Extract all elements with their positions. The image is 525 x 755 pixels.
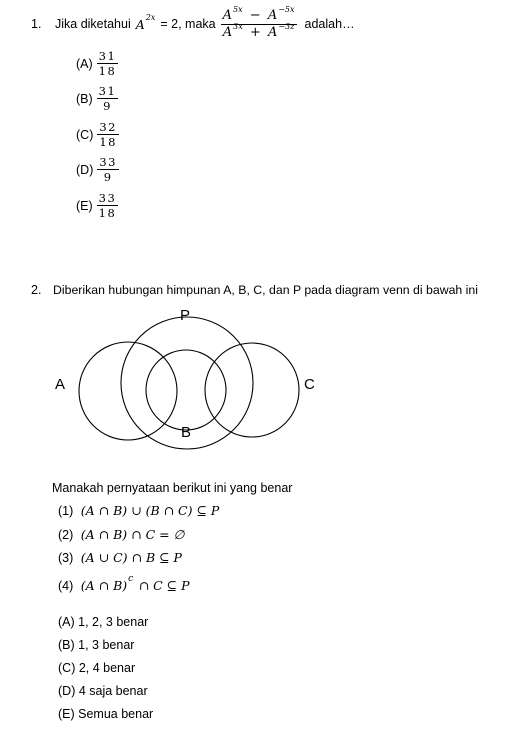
- venn-diagram: [0, 296, 525, 476]
- q2-option-e[interactable]: (E) Semua benar: [58, 707, 154, 721]
- set-a-circle: [79, 342, 177, 440]
- question-2-prompt: Manakah pernyataan berikut ini yang benar: [52, 481, 293, 495]
- given-rhs: = 2, maka: [160, 17, 216, 31]
- option-label: (B): [76, 91, 93, 106]
- given-exponent: 2x: [145, 12, 156, 22]
- num-term-b: A: [267, 7, 278, 23]
- den-term-a: A: [222, 24, 233, 40]
- den-term-b: A: [267, 24, 278, 40]
- statement-expression-rest: ∩ C ⊆ P: [138, 578, 190, 593]
- statement-expression: (A ∩ B): [80, 578, 128, 593]
- given-base: A: [135, 16, 145, 32]
- statement-label: (1): [58, 504, 74, 518]
- main-expression-denominator: [221, 21, 297, 40]
- option-fraction: $\frac{31}{18}$: [98, 49, 117, 79]
- num-operator: −: [249, 7, 261, 23]
- statement-label: (3): [58, 551, 74, 565]
- question-1-stem: [55, 4, 355, 44]
- den-term-a-exp: 3x: [233, 21, 243, 31]
- statement-3: [58, 550, 182, 565]
- num-term-b-exp: −5x: [278, 4, 295, 14]
- option-e[interactable]: [76, 192, 118, 219]
- label-b: B: [181, 424, 192, 441]
- statement-4: [58, 574, 190, 593]
- q2-option-d[interactable]: (D) 4 saja benar: [58, 684, 148, 698]
- option-label: (C): [76, 127, 94, 142]
- statement-expression: (A ∩ B) ∪ (B ∩ C) ⊆ P: [80, 503, 220, 518]
- label-a: A: [55, 376, 66, 393]
- option-label: (D): [76, 162, 94, 177]
- label-c: C: [304, 376, 315, 393]
- set-c-circle: [205, 343, 299, 437]
- option-a[interactable]: [76, 50, 118, 77]
- option-label: (A): [76, 56, 93, 71]
- option-label: (E): [76, 198, 93, 213]
- den-operator: +: [249, 24, 261, 40]
- statement-label: (2): [58, 528, 74, 542]
- option-d[interactable]: [76, 156, 119, 183]
- label-p: P: [180, 307, 191, 324]
- question-2-stem: Diberikan hubungan himpunan A, B, C, dan P pada diagram venn di bawah ini: [53, 283, 478, 297]
- main-expression: [221, 4, 297, 40]
- complement-superscript: c: [128, 574, 134, 584]
- option-fraction: $\frac{31}{9}$: [98, 84, 117, 114]
- statement-expression: (A ∩ B) ∩ C = ∅: [80, 527, 185, 542]
- option-b[interactable]: [76, 85, 118, 112]
- question-1-intro: Jika diketahui: [55, 17, 131, 31]
- statement-2: [58, 527, 184, 542]
- statement-expression: (A ∪ C) ∩ B ⊆ P: [80, 550, 182, 565]
- question-1-number: 1.: [31, 17, 42, 31]
- num-term-a-exp: 5x: [233, 4, 243, 14]
- option-fraction: $\frac{33}{18}$: [98, 191, 117, 221]
- den-term-b-exp: −3z: [278, 21, 295, 31]
- statement-label: (4): [58, 579, 74, 593]
- q2-option-b[interactable]: (B) 1, 3 benar: [58, 638, 135, 652]
- num-term-a: A: [222, 7, 233, 23]
- q2-option-a[interactable]: (A) 1, 2, 3 benar: [58, 615, 149, 629]
- option-c[interactable]: [76, 121, 119, 148]
- option-fraction: $\frac{33}{9}$: [99, 155, 117, 185]
- q2-option-c[interactable]: (C) 2, 4 benar: [58, 661, 136, 675]
- question-1-tail: adalah…: [304, 17, 355, 31]
- option-fraction: $\frac{32}{18}$: [99, 120, 117, 150]
- question-2-number: 2.: [31, 283, 42, 297]
- statement-1: [58, 503, 219, 518]
